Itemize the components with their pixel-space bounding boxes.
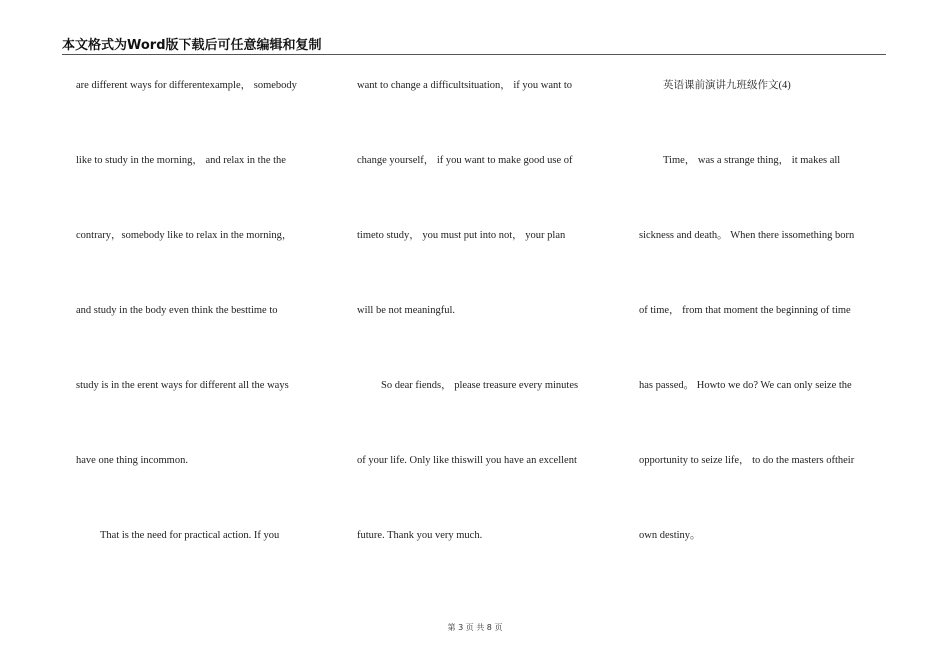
header-title: 本文格式为Word版下载后可任意编辑和复制 <box>62 38 322 53</box>
text-line: of your life. Only like thiswill you have an excellent <box>357 455 577 466</box>
text-line: are different ways for differentexample， somebody <box>76 80 297 91</box>
text-line: change yourself， if you want to make good use of <box>357 155 573 166</box>
text-line: So dear fiends， please treasure every minutes <box>381 380 579 391</box>
text-line: future. Thank you very much. <box>357 530 483 541</box>
text-line: like to study in the morning， and relax in the the <box>76 155 286 166</box>
text-line: and study in the body even think the besttime to <box>76 305 278 316</box>
text-column-2 <box>357 0 607 672</box>
page-footer <box>0 622 950 633</box>
text-line: Time， was a strange thing， it makes all <box>663 155 841 166</box>
text-line: own destiny。 <box>639 530 701 541</box>
text-line: That is the need for practical action. If you <box>100 530 280 541</box>
text-column-1 <box>76 0 326 672</box>
text-line: have one thing incommon. <box>76 455 188 466</box>
text-line: opportunity to seize life， to do the masters oftheir <box>639 455 855 466</box>
section-heading: 英语课前演讲九班级作文(4) <box>663 80 791 91</box>
page-number: 第 3 页 共 8 页 <box>447 623 503 632</box>
text-line: has passed。 Howto we do? We can only seize the <box>639 380 852 391</box>
text-column-3 <box>639 0 889 672</box>
text-line: sickness and death。 When there issomething born <box>639 230 855 241</box>
text-line: contrary，somebody like to relax in the morning， <box>76 230 293 241</box>
text-line: of time， from that moment the beginning of time <box>639 305 851 316</box>
text-line: study is in the erent ways for different all the ways <box>76 380 289 391</box>
text-line: will be not meaningful. <box>357 305 455 316</box>
text-line: timeto study， you must put into not， your plan <box>357 230 566 241</box>
text-line: want to change a difficultsituation， if you want to <box>357 80 573 91</box>
